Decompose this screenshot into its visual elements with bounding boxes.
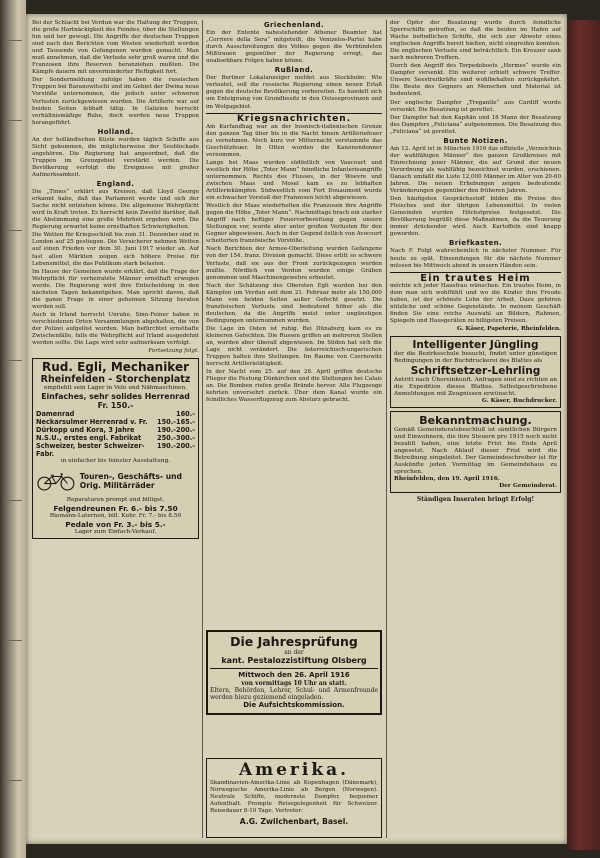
column-rule <box>202 20 203 838</box>
article-paragraph: Bei der Schlacht bei Verdun war die Haltung der Truppen, die große Hartnäckigkeit des Feindes, über die Stellungen hin und her gewogt. Die Angriffe der deutschen Truppen sind nach den Berichten vom Westen wiederholt worden und Tausende von Gefangenen wurden gemacht. Man muß annehmen, daß die Verluste sehr groß waren und die Franzosen ihre Reserven heranziehen mußten. Die Kämpfe dauern mit unverminderter Heftigkeit fort. <box>32 20 199 76</box>
ad-parts: Riemann-Laternen, bill. Kuhr. Fr. 7.- bis 8.50 <box>49 513 182 520</box>
ad-price-list <box>36 410 195 458</box>
ad-heading-heim: Ein trautes Heim <box>420 272 531 284</box>
ad-signature: Der Gemeinderat. <box>499 482 557 489</box>
article-paragraph: Am 12. April ist in München 1916 das offizielle „Verzeichnis der wahlfähigen Männer“ des ganzen Großkreises mit Einrechnung jener Männer, die auf Grund der neuen Verordnung als wahlfähig bezeichnet wurden, erschienen. Danach umfaßt die Liste 12,000 Männer im Alter von 20-60 Jahren. Die neuen Erhebungen zeigen bedeutende Veränderungen gegenüber den früheren Jahren. <box>390 145 561 195</box>
section-heading-holland: Holland. <box>97 127 134 136</box>
advertisement-bekanntmachung <box>390 411 561 493</box>
ad-date: Mittwoch den 26. April 1916 <box>238 671 350 679</box>
ad-price-row: Neckarsulmer Herrenrad v. Fr. 150.-165.- <box>36 418 195 427</box>
ad-price-row: Schweizer, bester Schweizer-Fabr. 190.-200.- <box>36 442 195 459</box>
advertisement-amerika <box>206 758 382 838</box>
column-right <box>390 20 561 838</box>
article-paragraph: Der Dampfer hat den Kapitän und 18 Mann der Besatzung des Dampfers „Feliciana“ aufgenommen. Die Besatzung des „Feliciana“ ist gerettet. <box>390 114 561 135</box>
ad-time: von vormittags 10 Uhr an statt. <box>241 680 347 687</box>
ad-school: kant. Pestalozzistiftung Olsberg <box>221 656 367 665</box>
divider <box>210 668 378 669</box>
section-heading-england: England. <box>96 180 135 189</box>
ad-price-row: N.S.U., erstes engl. Fabrikat 250.-300.- <box>36 434 195 443</box>
ad-text: Skandinavien-Amerika-Linie ab Kopenhagen (Dänemark), Norwegische Amerika-Linie ab Bergen (Norwegen). Neutrale Schiffe, modernste Dampfer, bequemer Aufenthalt. Prompte Reisegelegenheit für Schweizer. Reisedauer 8-10 Tage. Vertreter: <box>210 780 378 814</box>
article-paragraph: Nach F. Folgt wahrscheinlich in nächster Nummer. Für heute zu spät. Einsendungen für die nächste Nummer müssen bis Mittwoch abend in unsern Händen sein. <box>390 248 561 269</box>
article-paragraph: der Opfer der Besatzung wurde durch feindliche Sperrschiffe getroffen, so daß die beiden im Hafen auf Wache befindlichen Schiffe, die sich zur Abwehr eines englischen Angriffs bereit hielten, nicht eingreifen konnten. Die englischen Verluste sind beträchtlich. Ein Kreuzer sank nach mehreren Treffern. <box>390 20 561 62</box>
ad-text: der die Bezirksschule besucht, findet unter günstigen Bedingungen in der Buchdruckerei des Blattes als <box>394 350 557 364</box>
article-paragraph: Die Wetten für Kriegsschluß bis zum 31. Dezember sind in London auf 25 gestiegen. Die Versicherer nehmen Wetten auf einen Frieden vor dem 30. Juni 1917 wieder an. Auf fast allen Märkten zeigen sich höhere Preise für Lebensmittel, die das Publikum stark belasten. <box>32 232 199 267</box>
article-paragraph: Den häufigsten Gesprächsstoff bilden die Preise des Fleisches und der übrigen Lebensmittel. In vielen Gemeinden wurden Höchstpreise festgesetzt. Die Bevölkerung begrüßt diese Maßnahmen, da die Teuerung immer drückender wird. Auch Kartoffeln sind knapp geworden. <box>390 196 561 238</box>
article-paragraph: Lange bei Maas wurden südöstlich von Vaucourt und westlich der Höhe „Toter Mann“ feindliche Infanterieangriffe unternommen. Rechts des Flusses, in der Woevre und zwischen Maas und Mosel kam es zu lebhaften Artilleriekämpfen. Südwestlich vom Fort Douaumont wurde ein schwacher Vorstoß der Franzosen leicht abgewiesen. <box>206 159 382 202</box>
column-rule <box>386 20 387 838</box>
ad-location: Rheinfelden - Storchenplatz <box>40 374 191 386</box>
ad-price-row: Damenrad 160.- <box>36 410 195 419</box>
ad-text: an der <box>284 649 304 656</box>
ad-tagline: empfiehlt sein Lager in Velo und Nähmaschinen. <box>43 385 188 392</box>
article-paragraph: Nach Berichten der Armee-Oberleitung wurden Gefangene von der 154. franz. Division gemacht. Diese erlitt so schwere Verluste, daß sie aus der Front zurückgezogen werden mußte. Nördlich von Verdun wurden einige Gräben genommen und Maschinengewehre erbeutet. <box>206 246 382 281</box>
article-paragraph: In der Nacht vom 25. auf den 26. April griffen deutsche Flieger die Festung Dünkirchen und die Stellungen bei Calais an. Die Bomben riefen große Brände hervor. Alle Flugzeuge kehrten unversehrt zurück. Über dem Kanal wurde ein feindliches Wasserflugzeug zum Absturz gebracht. <box>206 369 382 404</box>
advertisement-jahrespruefung <box>206 630 382 715</box>
article-paragraph: Nach der Schätzung des Obersten Egli wurden bei den Kämpfen um Verdun seit dem 21. Februar mehr als 150,000 Mann von beiden Seiten außer Gefecht gesetzt. Die französischen Verluste sind bedeutend höher als die deutschen, da die Angriffe meist unter ungünstigen Bedingungen unternommen wurden. <box>206 282 382 324</box>
newspaper-page <box>26 14 567 844</box>
article-paragraph: Die Lage im Osten ist ruhig. Bei Dünaburg kam es zu kleineren Gefechten. Die Russen griffen an mehreren Stellen an, wurden aber überall abgewiesen. Im Süden hat sich die Lage nicht verändert. Die österreichisch-ungarischen Truppen halten ihre Stellungen. Im Raume von Czernowitz herrscht Artillerietätigkeit. <box>206 325 382 368</box>
article-paragraph: Am Kurfandhag war an der bosnisch-italienischen Grenze den ganzen Tag über bis in die Nacht hinein Artilleriefeuer zu vernehmen. Noch kurz vor Mitternacht verstummte das Geschützfeuer. In Olten wurden die Kanonendonner vernommen. <box>206 123 382 158</box>
column-middle <box>206 20 382 838</box>
book-left-edge <box>0 0 26 858</box>
ad-title: Die Jahresprüfung <box>230 634 358 649</box>
article-paragraph: An der holländischen Küste wurden täglich Schiffe aus Sicht gekommen, die möglicherweise der Seeblockade angehören. Die Regierung hat angeordnet, daß die Truppen im Grenzgebiet verstärkt werden. Die Bevölkerung verfolgt die Ereignisse mit großer Aufmerksamkeit. <box>32 136 199 178</box>
article-paragraph: Durch den Angriff des Torpedoboots „Hermes“ wurde ein Dampfer versenkt. Ein weiterer erhielt schwere Treffer. Unsere Seestreitkräfte sind wohlbehalten zurückgekehrt. Die Beute des Gegners an Menschen und Material ist bedeutend. <box>390 63 561 98</box>
ad-tires: Felgendreunen Fr. 6.- bis 7.50 <box>53 504 178 514</box>
section-heading-russland: Rußland. <box>274 66 314 75</box>
advertisement-egli <box>32 358 199 539</box>
ad-repairs: Reparaturen prompt und billigst. <box>66 497 165 504</box>
ad-place-date: Rheinfelden, den 19. April 1916. <box>394 475 500 482</box>
ad-tour-bikes: Touren-, Geschäfts- und Orig. Militärräder <box>79 472 182 491</box>
section-heading-griechenland: Griechenland. <box>263 21 325 29</box>
ad-paragraph: möchte ich jeder Hausfrau wünschen. Ein trautes Heim, in dem man sich wohlfühlt und wo die Kinder ihre Freude haben, ist der schönste Lohn der Arbeit. Dazu gehören nützliche und schöne Gegenstände. In meinem Geschäft finden Sie eine reiche Auswahl an Bildern, Rahmen, Spiegeln und Hausgeräten zu billigsten Preisen. <box>390 282 561 324</box>
ad-text: Gemäß Gemeinderatsbeschluß ist sämtlichen Bürgern und Einwohnern, die ihre Steuern pro 1915 noch nicht bezahlt haben, eine letzte Frist bis Ende April angesetzt. Nach Ablauf dieser Frist wird die Betreibung eingeleitet. Der Gemeindeschreiber ist für Auskünfte jeden Vormittag im Gemeindehaus zu sprechen. <box>394 426 557 475</box>
ad-text: Antritt nach Übereinkunft. Anfragen sind zu richten an die Expedition dieses Blattes. Selbstgeschriebene Anmeldungen mit Zeugnissen erwünscht. <box>394 376 557 397</box>
ad-role: Schriftsetzer-Lehrling <box>410 364 541 377</box>
ad-price-row: Dürkopp und Kora, 3 Jahre 190.-200.- <box>36 426 195 435</box>
article-paragraph: Auch in Irland herrscht Unruhe. Sinn-Feiner haben in verschiedenen Orten Versammlungen abgehalten, die von der Polizei aufgelöst wurden. Man befürchtet ernsthafte Zwischenfälle, falls die Wehrpflicht auf Irland ausgedehnt werden sollte. Die Lage wird sehr aufmerksam verfolgt. <box>32 311 199 347</box>
book-spine <box>566 20 600 850</box>
ad-signature: G. Käser, Papeterie, Rheinfelden. <box>457 325 561 332</box>
ad-offer: Einfaches, sehr solides Herrenrad Fr. 150.- <box>41 392 190 411</box>
article-paragraph: Ein der Entente nahestehender Athener Beamter hat „Corriere della Sera“ mitgeteilt, die Venizelos-Partei habe durch Ausschreitungen des Volkes gegen die Verbündeten Mißtrauen gegenüber der Regierung erregt, das unabsehbare Folgen haben könne. <box>206 30 382 65</box>
section-heading-kriegsnachrichten: Kriegsnachrichten. <box>236 113 352 124</box>
article-paragraph: Im Hause der Gemeinen wurde erklärt, daß die Frage der Wehrpflicht für verheiratete Männer ernsthaft erwogen werde. Die Regierung wird ihre Entscheidung in den nächsten Tagen bekanntgeben. Man spricht davon, daß die ganze Frage in einer geheimen Sitzung beraten werden soll. <box>32 268 199 310</box>
section-heading-briefkasten: Briefkasten. <box>448 239 503 248</box>
advertisement-lehrling <box>390 336 561 408</box>
ad-invite: Eltern, Behörden, Lehrer, Schul- und Armenfreunde werden hiezu geziemend eingeladen. <box>210 687 378 701</box>
bicycle-icon <box>36 466 76 496</box>
ad-title: Bekanntmachung. <box>419 413 532 427</box>
article-paragraph: Der Berliner Lokalanzeiger meldet aus Stockholm: Wie verlautet, soll die russische Regierung einen neuen Erlaß gegen die deutsche Bevölkerung vorbereiten. Es handelt sich um Enteignung von Grundbesitz in den Ostseeprovinzen und im Wolgagebiet. <box>206 75 382 110</box>
article-paragraph: Westlich der Maas wiederholten die Franzosen ihre Angriffe gegen die Höhe „Toter Mann“. Nachmittags brach ein starker Angriff nach heftiger Feuervorbereitung gegen unsere Stellungen vor, wurde aber unter großen Verlusten für den Gegner abgewiesen. Auch in der Gegend östlich von Avocourt scheiterten französische Vorstöße. <box>206 203 382 245</box>
continuation-note: Fortsetzung folgt. <box>148 348 199 355</box>
ad-footer: Lager zum Einfach-Verkauf. <box>74 529 157 536</box>
ad-signature: Die Aufsichtskommission. <box>243 701 345 709</box>
ad-title: Intelligenter Jüngling <box>412 338 539 351</box>
section-heading-bunte-notizen: Bunte Notizen. <box>443 136 508 145</box>
column-left <box>32 20 199 838</box>
ad-title: Amerika. <box>238 760 350 780</box>
ad-note: in einfacher bis feinster Ausstattung. <box>60 458 171 465</box>
page-footer-note: Ständigen Inseraten bringt Erfolg! <box>416 495 535 503</box>
article-paragraph: Der Sondermeldung zufolge haben die russischen Truppen bei Baranowitschi und im Gebiet der Dwina neue Vorstöße unternommen, die jedoch unter schweren Verlusten zurückgewiesen wurden. Die Artillerie war auf beiden Seiten lebhaft tätig. In Galizien herrscht verhältnismäßige Ruhe, doch werden neue Truppen herangeführt. <box>32 77 199 126</box>
ad-pedals: Pedale von Fr. 3.- bis 5.- <box>65 520 166 530</box>
article-paragraph: Der englische Dampfer „Tregantle“ aus Cardiff wurde versenkt. Die Besatzung ist gerettet. <box>390 99 561 113</box>
ad-title: Rud. Egli, Mechaniker <box>41 360 190 375</box>
article-paragraph: Die „Times“ erklärt aus Kreisen, daß Lloyd George erkannt habe, daß das Parlament werde und sich der Sache nicht entziehen könne. Die allgemeine Wehrpflicht wird in Kraft treten. Es herrscht kein Zweifel darüber, daß die Abstimmung eine große Mehrheit ergeben wird. Die Regierung erwartet keine ernsthaften Schwierigkeiten. <box>32 189 199 231</box>
ad-bicycle-row <box>36 465 195 497</box>
ad-agent: A.G. Zwilchenbart, Basel. <box>239 817 349 826</box>
ad-signature: G. Käser, Buchdrucker. <box>481 397 557 404</box>
